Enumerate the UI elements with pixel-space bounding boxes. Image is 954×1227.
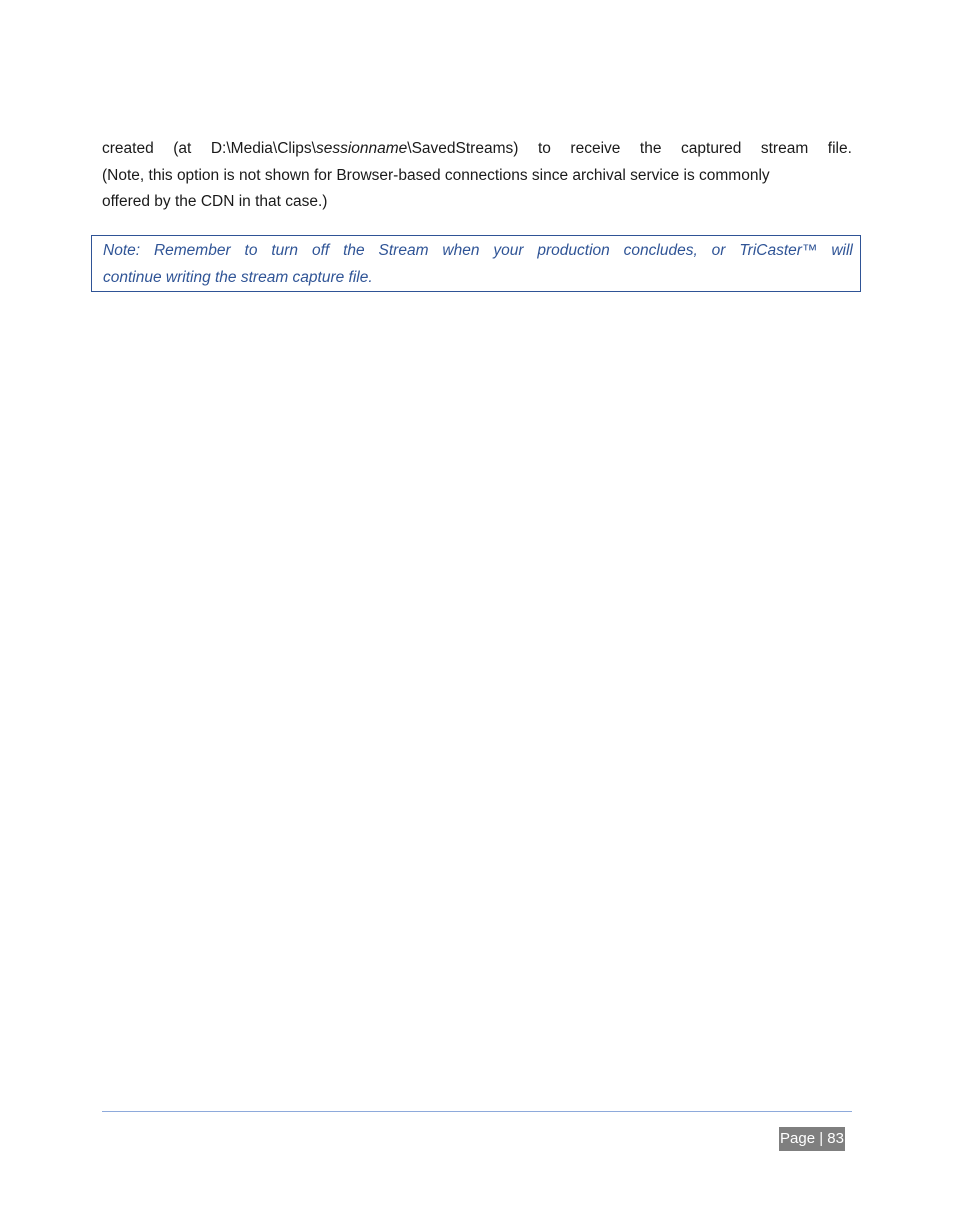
- note-word: when: [442, 242, 480, 259]
- note-word: concludes,: [623, 242, 698, 259]
- note-word: production: [537, 242, 610, 259]
- note-label: Note:: [103, 242, 141, 259]
- file-path: [211, 136, 519, 163]
- body-line-1: [102, 136, 852, 163]
- word: receive: [570, 140, 621, 157]
- path-prefix: D:\Media\Clips\: [210, 140, 316, 157]
- word: file.: [827, 140, 852, 157]
- note-word: Stream: [378, 242, 429, 259]
- word: stream: [760, 140, 809, 157]
- word: the: [639, 140, 662, 157]
- word: captured: [681, 140, 742, 157]
- note-word: or: [711, 242, 726, 259]
- note-line-2: continue writing the stream capture file.: [103, 269, 373, 286]
- note-callout-box: [91, 235, 861, 292]
- path-session-name: sessionname: [315, 140, 408, 157]
- note-word: the: [343, 242, 365, 259]
- note-word: your: [493, 242, 524, 259]
- word: to: [537, 140, 551, 157]
- word: (at: [173, 140, 192, 157]
- body-line-3: offered by the CDN in that case.): [102, 193, 328, 210]
- note-word: off: [311, 242, 330, 259]
- note-word: to: [244, 242, 258, 259]
- footer-divider: [102, 1111, 852, 1112]
- path-suffix: \SavedStreams): [407, 140, 519, 157]
- note-word: turn: [271, 242, 299, 259]
- body-paragraph: [102, 136, 852, 216]
- note-word: will: [831, 242, 853, 259]
- note-text: [103, 236, 853, 291]
- page-number-badge: Page | 83: [779, 1127, 845, 1151]
- note-word: TriCaster™: [739, 242, 818, 259]
- word: created: [102, 140, 154, 157]
- body-line-2: (Note, this option is not shown for Browser-based connections since archival service is commonly: [102, 166, 770, 184]
- note-word: Remember: [153, 242, 231, 259]
- note-line-1: [103, 237, 853, 264]
